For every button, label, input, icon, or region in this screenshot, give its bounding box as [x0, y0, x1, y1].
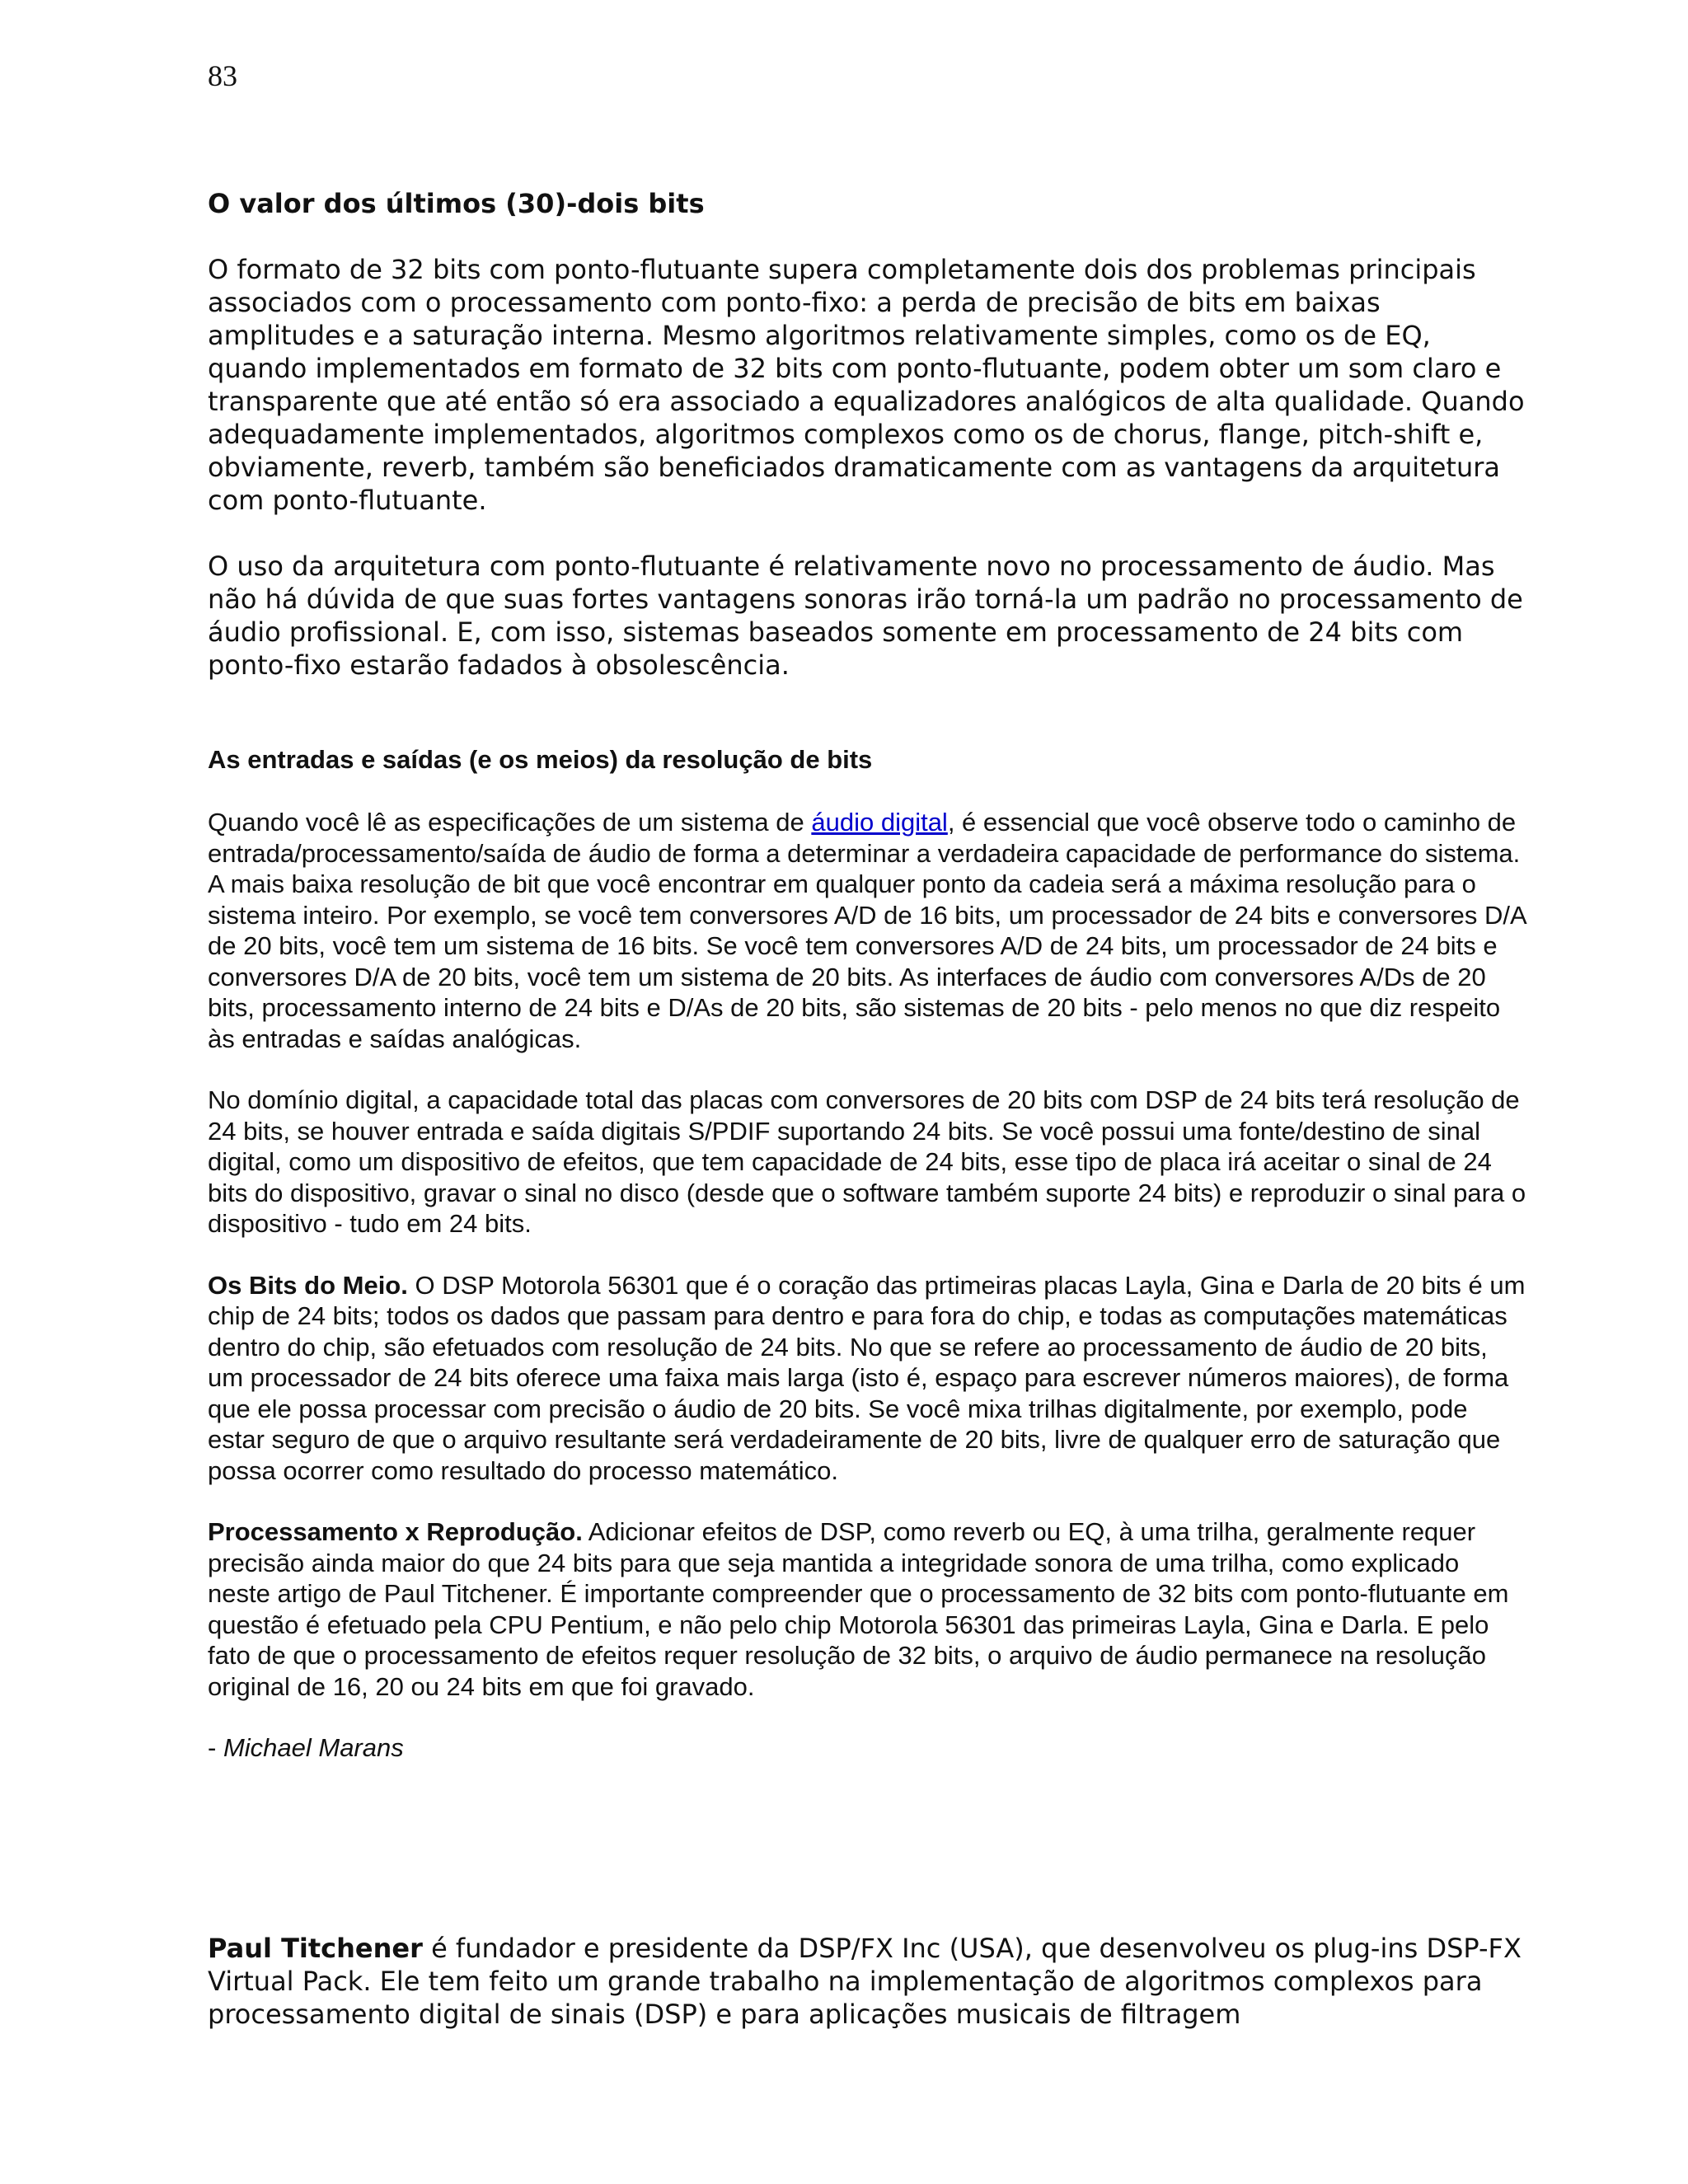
author-dash: -	[208, 1733, 223, 1762]
section-title: O valor dos últimos (30)-dois bits	[208, 188, 705, 219]
paragraph: No domínio digital, a capacidade total das placas com conversores de 20 bits com DSP de 24 bits terá resolução de 24 bits, se houver entrada e saída digitais S/PDIF suportando 24 bits. Se você possui uma fonte/destino de sinal digital, como um dispositivo de efeitos, que tem capacidade de 24 bits, esse tipo de placa irá aceitar o sinal de 24 bits do dispositivo, gravar o sinal no disco (desde que o software também suporte 24 bits) e reproduzir o sinal para o dispositivo - tudo em 24 bits.	[208, 1085, 1526, 1238]
section-floating-point	[208, 185, 1526, 715]
bio-name: Paul Titchener	[208, 1933, 423, 1964]
page-number: 83	[208, 59, 237, 92]
author-signature	[208, 1732, 1526, 1764]
paragraph	[208, 1270, 1526, 1487]
text-span: Adicionar efeitos de DSP, como reverb ou EQ, à uma trilha, geralmente requer precisão ainda maior do que 24 bits para que seja mantida a integridade sonora de uma trilha, como explicado neste artigo de Paul Titchener. É importante compreender que o processamento de 32 bits com ponto-flutuante em questão é efetuado pela CPU Pentium, e não pelo chip Motorola 56301 das primeiras Layla, Gina e Darla. E pelo fato de que o processamento de efeitos requer resolução de 32 bits, o arquivo de áudio permanece na resolução original de 16, 20 ou 24 bits em que foi gravado.	[208, 1517, 1509, 1701]
paragraph	[208, 807, 1526, 1054]
text-span: é fundador e presidente da DSP/FX Inc (USA), que desenvolveu os plug-ins DSP-FX Virtual Pack. Ele tem feito um grande trabalho na implementação de algoritmos complexos para processamento digital de sinais (DSP) e para aplicações musicais de filtragem	[208, 1933, 1522, 2030]
bio-paragraph	[208, 1932, 1526, 2031]
text-span: , é essencial que você observe todo o caminho de entrada/processamento/saída de áudio de forma a determinar a verdadeira capacidade de performance do sistema. A mais baixa resolução de bit que você encontrar em qualquer ponto da cadeia será a máxima resolução para o sistema inteiro. Por exemplo, se você tem conversores A/D de 16 bits, um processador de 24 bits e conversores D/A de 20 bits, você tem um sistema de 16 bits. Se você tem conversores A/D de 24 bits, um processador de 24 bits e conversores D/A de 20 bits, você tem um sistema de 20 bits. As interfaces de áudio com conversores A/Ds de 20 bits, processamento interno de 24 bits e D/As de 20 bits, são sistemas de 20 bits - pelo menos no que diz respeito às entradas e saídas analógicas.	[208, 808, 1526, 1053]
paragraph	[208, 1516, 1526, 1702]
paragraph-lead: Processamento x Reprodução.	[208, 1517, 583, 1546]
audio-digital-link[interactable]: áudio digital	[811, 808, 948, 837]
paragraph: O uso da arquitetura com ponto-flutuante é relativamente novo no processamento de áudio. Mas não há dúvida de que suas fortes vantagens sonoras irão torná-la um padrão no processamento de áudio profissional. E, com isso, sistemas baseados somente em processamento de 24 bits com ponto-fixo estarão fadados à obsolescência.	[208, 551, 1523, 681]
section-bio	[208, 1932, 1526, 2031]
author-name: Michael Marans	[223, 1733, 404, 1762]
section-bit-resolution	[208, 743, 1526, 1794]
paragraph-lead: Os Bits do Meio.	[208, 1270, 408, 1300]
text-span: O DSP Motorola 56301 que é o coração das prtimeiras placas Layla, Gina e Darla de 20 bits é um chip de 24 bits; todos os dados que passam para dentro e para fora do chip, e todas as computações matemáticas dentro do chip, são efetuados com resolução de 24 bits. No que se refere ao processamento de áudio de 20 bits, um processador de 24 bits oferece uma faixa mais larga (isto é, espaço para escrever números maiores), de forma que ele possa processar com precisão o áudio de 20 bits. Se você mixa trilhas digitalmente, por exemplo, pode estar seguro de que o arquivo resultante será verdadeiramente de 20 bits, livre de qualquer erro de saturação que possa ocorrer como resultado do processo matemático.	[208, 1270, 1526, 1485]
text-span: Quando você lê as especificações de um sistema de	[208, 808, 812, 837]
paragraph: O formato de 32 bits com ponto-flutuante supera completamente dois dos problemas principais associados com o processamento com ponto-fixo: a perda de precisão de bits em baixas amplitudes e a saturação interna. Mesmo algoritmos relativamente simples, como os de EQ, quando implementados em formato de 32 bits com ponto-flutuante, podem obter um som claro e transparente que até então só era associado a equalizadores analógicos de alta qualidade. Quando adequadamente implementados, algoritmos complexos como os de chorus, flange, pitch-shift e, obviamente, reverb, também são beneficiados dramaticamente com as vantagens da arquitetura com ponto-flutuante.	[208, 254, 1525, 516]
section-title: As entradas e saídas (e os meios) da resolução de bits	[208, 745, 873, 774]
